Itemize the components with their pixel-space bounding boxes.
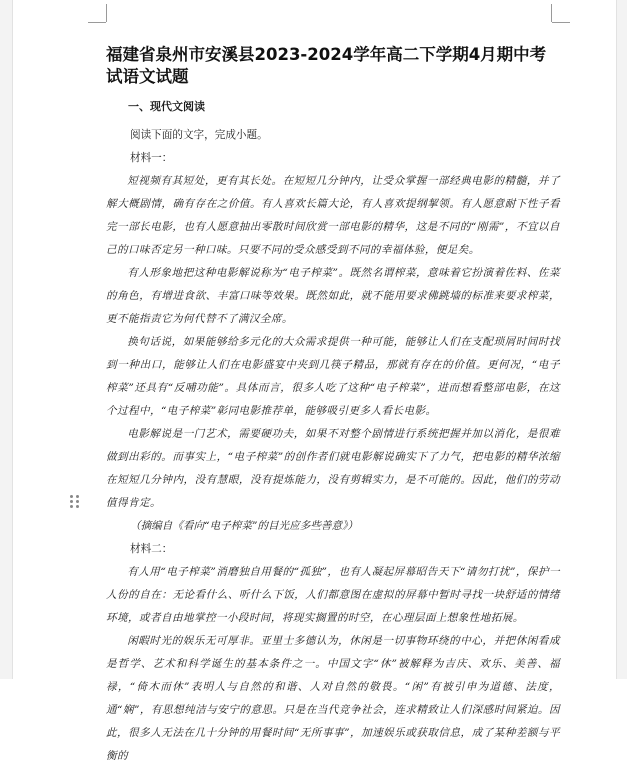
left-page-margin bbox=[0, 0, 13, 679]
material-two-paragraph: 有人用“电子榨菜”消磨独自用餐的“孤独”，也有人凝起屏幕昭告天下“请勿打扰”，保护一人份的自在：无论看什么、听什么下饭，人们都意图在虚拟的屏幕中暂时寻找一块舒适的情绪环境，或者自由地掌控一小段时间，将现实搁置的时空，在心理层面上想象性地拓展。 bbox=[106, 566, 560, 624]
material-one-paragraph: 电影解说是一门艺术，需要硬功夫，如果不对整个剧情进行系统把握并加以消化，是很难做到出彩的。而事实上，“电子榨菜”的创作者们就电影解说确实下了力气，把电影的精华浓缩在短短几分钟内，没有慧眼，没有提炼能力，没有剪辑实力，是不可能的。因此，他们的劳动值得肯定。 bbox=[106, 428, 560, 509]
right-page-margin bbox=[616, 0, 627, 679]
document-page bbox=[100, 40, 560, 768]
reading-instruction: 阅读下面的文字，完成小题。 bbox=[130, 129, 268, 141]
crop-mark-top-right-v bbox=[551, 4, 552, 22]
source-citation: （摘编自《看向“电子榨菜”的目光应多些善意》） bbox=[130, 520, 358, 532]
drag-handle-icon[interactable] bbox=[70, 495, 80, 509]
material-one-paragraph: 有人形象地把这种电影解说称为“电子榨菜”。既然名谓榨菜，意味着它扮演着佐料、佐菜的角色，有增进食欲、丰富口味等效果。既然如此，就不能用要求佛跳墙的标准来要求榨菜，更不能指责它为何代替不了满汉全席。 bbox=[106, 267, 560, 325]
material-two-label: 材料二： bbox=[130, 543, 173, 555]
section-heading: 一、现代文阅读 bbox=[128, 100, 205, 113]
material-one-paragraph: 短视频有其短处，更有其长处。在短短几分钟内，让受众掌握一部经典电影的精髓，并了解大概剧情，确有存在之价值。有人喜欢长篇大论，有人喜欢提纲挈领。有人愿意耐下性子看完一部长电影，也有人愿意抽出零散时间欣赏一部电影的精华，这是不同的“刚需”，不宜以自己的口味否定另一种口味。只要不同的受众感受到不同的幸福体验，便足矣。 bbox=[106, 175, 560, 256]
crop-mark-top-right-h bbox=[552, 22, 570, 23]
crop-mark-top-left-h bbox=[88, 22, 106, 23]
material-one-label: 材料一： bbox=[130, 152, 173, 164]
material-one-paragraph: 换句话说，如果能够给多元化的大众需求提供一种可能，能够让人们在支配琐屑时间时找到一种出口，能够让人们在电影盛宴中夹到几筷子精品，那就有存在的价值。更何况，“电子榨菜”还具有“反哺功能”。具体而言，很多人吃了这种“电子榨菜”，进而想看整部电影，在这个过程中，“电子榨菜”彰同电影推荐单，能够吸引更多人看长电影。 bbox=[106, 336, 560, 417]
material-two-paragraph: 闲暇时光的娱乐无可厚非。亚里士多德认为，休闲是一切事物环绕的中心，并把休闲看成是哲学、艺术和科学诞生的基本条件之一。中国文字“休”被解释为吉庆、欢乐、美善、福禄，“倚木而休”表明人与自然的和谐、人对自然的敬畏。“闲”有被引申为道德、法度，通“娴”，有思想纯洁与安宁的意思。只是在当代竞争社会，连求精致让人们深感时间紧迫。因此，很多人无法在几十分钟的用餐时间“无所事事”，加速娱乐或获取信息，成了某种差额与平衡的 bbox=[106, 635, 560, 762]
document-title: 福建省泉州市安溪县2023-2024学年高二下学期4月期中考试语文试题 bbox=[106, 45, 547, 86]
crop-mark-top-left-v bbox=[106, 4, 107, 22]
